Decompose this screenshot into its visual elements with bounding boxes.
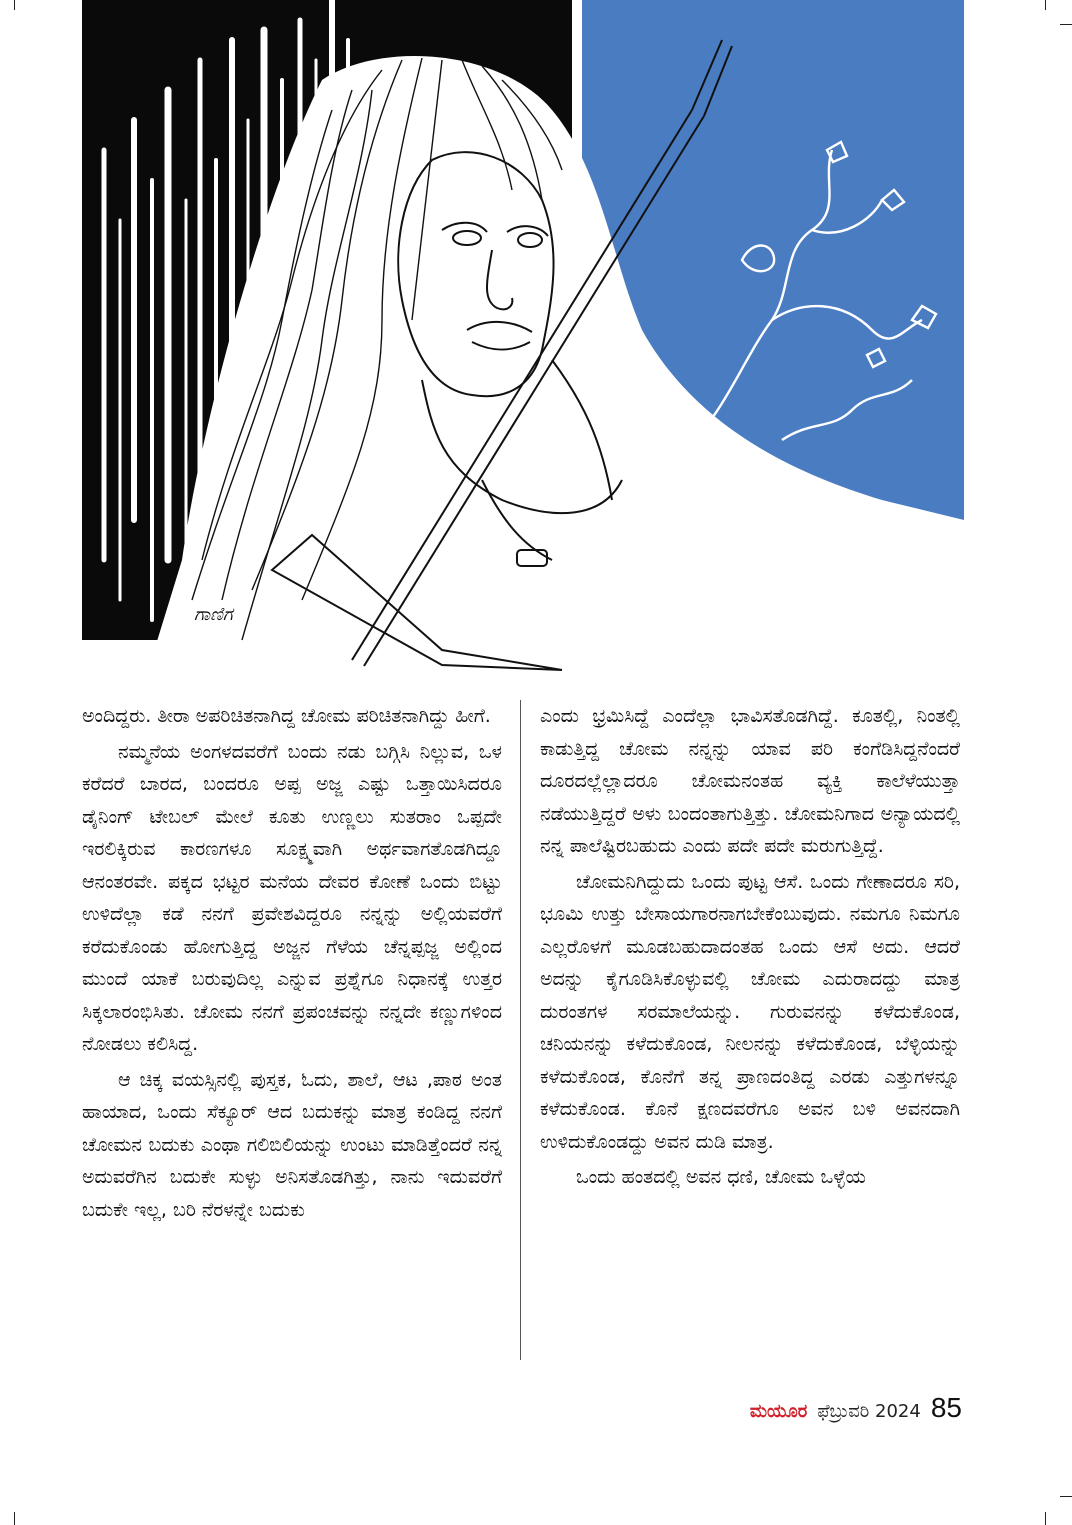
- crop-mark-bottom-right-v: [1045, 1512, 1046, 1525]
- right-column-paragraph: ಒಂದು ಹಂತದಲ್ಲಿ ಅವನ ಧಣಿ, ಚೋಮ ಒಳ್ಳೆಯ: [576, 1166, 866, 1188]
- crop-mark-top-right-v: [1045, 0, 1046, 10]
- crop-mark-top-left: [14, 0, 15, 10]
- left-column-paragraph: ಆ ಚಿಕ್ಕ ವಯಸ್ಸಿನಲ್ಲಿ ಪುಸ್ತಕ, ಓದು, ಶಾಲೆ, ಆಟ ,ಪಾಠ ಅಂತ ಹಾಯಾದ, ಒಂದು ಸೆಕ್ಯೂರ್ ಆದ ಬದುಕನ್ನು ಮಾತ್ರ ಕಂಡಿದ್ದ ನನಗೆ ಚೋಮನ ಬದುಕು ಎಂಥಾ ಗಲಿಬಿಲಿಯನ್ನು ಉಂಟು ಮಾಡಿತ್ತೆಂದರೆ ನನ್ನ ಅದುವರೆಗಿನ ಬದುಕೇ ಸುಳ್ಳು ಅನಿಸತೊಡಗಿತ್ತು, ನಾನು ಇದುವರೆಗೆ ಬದುಕೇ ಇಲ್ಲ, ಬರಿ ನೆರಳನ್ನೇ ಬದುಕು: [82, 1068, 502, 1221]
- issue-date: ಫೆಬ್ರುವರಿ 2024: [817, 1401, 921, 1422]
- page-footer: [750, 1392, 962, 1424]
- crop-mark-bottom-left: [14, 1512, 15, 1525]
- crop-mark-top-right-h: [1060, 24, 1072, 25]
- magazine-name: ಮಯೂರ: [749, 1401, 808, 1422]
- right-column-paragraph: ಚೋಮನಿಗಿದ್ದುದು ಒಂದು ಪುಟ್ಟ ಆಸೆ. ಒಂದು ಗೇಣಾದರೂ ಸರಿ, ಭೂಮಿ ಉತ್ತು ಬೇಸಾಯಗಾರನಾಗಬೇಕೆಂಬುವುದು. ನಮಗೂ ನಿಮಗೂ ಎಲ್ಲರೊಳಗೆ ಮೂಡಬಹುದಾದಂತಹ ಒಂದು ಆಸೆ ಅದು. ಆದರೆ ಅದನ್ನು ಕೈಗೂಡಿಸಿಕೊಳ್ಳುವಲ್ಲಿ ಚೋಮ ಎದುರಾದದ್ದು ಮಾತ್ರ ದುರಂತಗಳ ಸರಮಾಲೆಯನ್ನು. ಗುರುವನನ್ನು ಕಳೆದುಕೊಂಡ, ಚನಿಯನನ್ನು ಕಳೆದುಕೊಂಡ, ನೀಲನನ್ನು ಕಳೆದುಕೊಂಡ, ಬೆಳ್ಳಿಯನ್ನು ಕಳೆದುಕೊಂಡ, ಕೊನೆಗೆ ತನ್ನ ಪ್ರಾಣದಂತಿದ್ದ ಎರಡು ಎತ್ತುಗಳನ್ನೂ ಕಳೆದುಕೊಂಡ. ಕೊನೆ ಕ್ಷಣದವರೆಗೂ ಅವನ ಬಳಿ ಅವನದಾಗಿ ಉಳಿದುಕೊಂಡದ್ದು ಅವನ ದುಡಿ ಮಾತ್ರ.: [540, 870, 960, 1153]
- crop-mark-bottom-right-h: [1060, 1496, 1072, 1497]
- article-column-left: [82, 700, 502, 1229]
- right-column-paragraph: ಎಂದು ಭ್ರಮಿಸಿದ್ದೆ ಎಂದೆಲ್ಲಾ ಭಾವಿಸತೊಡಗಿದ್ದೆ. ಕೂತಲ್ಲಿ, ನಿಂತಲ್ಲಿ ಕಾಡುತ್ತಿದ್ದ ಚೋಮ ನನ್ನನ್ನು ಯಾವ ಪರಿ ಕಂಗೆಡಿಸಿದ್ದನೆಂದರೆ ದೂರದಲ್ಲೆಲ್ಲಾದರೂ ಚೋಮನಂತಹ ವ್ಯಕ್ತಿ ಕಾಲೆಳೆಯುತ್ತಾ ನಡೆಯುತ್ತಿದ್ದರೆ ಅಳು ಬಂದಂತಾಗುತ್ತಿತ್ತು. ಚೋಮನಿಗಾದ ಅನ್ಯಾಯದಲ್ಲಿ ನನ್ನ ಪಾಲೆಷ್ಟಿರಬಹುದು ಎಂದು ಪದೇ ಪದೇ ಮರುಗುತ್ತಿದ್ದೆ.: [540, 705, 960, 857]
- column-divider: [520, 700, 521, 1360]
- left-column-paragraph: ನಮ್ಮನೆಯ ಅಂಗಳದವರೆಗೆ ಬಂದು ನಡು ಬಗ್ಗಿಸಿ ನಿಲ್ಲುವ, ಒಳ ಕರೆದರೆ ಬಾರದ, ಬಂದರೂ ಅಪ್ಪ ಅಜ್ಜ ಎಷ್ಟು ಒತ್ತಾಯಿಸಿದರೂ ಡೈನಿಂಗ್ ಟೇಬಲ್ ಮೇಲೆ ಕೂತು ಉಣ್ಣಲು ಸುತರಾಂ ಒಪ್ಪದೇ ಇರಲಿಕ್ಕಿರುವ ಕಾರಣಗಳೂ ಸೂಕ್ಷ್ಮವಾಗಿ ಅರ್ಥವಾಗತೊಡಗಿದ್ದೂ ಆನಂತರವೇ. ಪಕ್ಕದ ಭಟ್ಟರ ಮನೆಯ ದೇವರ ಕೋಣೆ ಒಂದು ಬಿಟ್ಟು ಉಳಿದೆಲ್ಲಾ ಕಡೆ ನನಗೆ ಪ್ರವೇಶವಿದ್ದರೂ ನನ್ನನ್ನು ಅಲ್ಲಿಯವರೆಗೆ ಕರೆದುಕೊಂಡು ಹೋಗುತ್ತಿದ್ದ ಅಜ್ಜನ ಗೆಳೆಯ ಚೆನ್ನಪ್ಪಜ್ಜ ಅಲ್ಲಿಂದ ಮುಂದೆ ಯಾಕೆ ಬರುವುದಿಲ್ಲ ಎನ್ನುವ ಪ್ರಶ್ನೆಗೂ ನಿಧಾನಕ್ಕೆ ಉತ್ತರ ಸಿಕ್ಕಲಾರಂಭಿಸಿತು. ಚೋಮ ನನಗೆ ಪ್ರಪಂಚವನ್ನು ನನ್ನದೇ ಕಣ್ಣುಗಳಿಂದ ನೋಡಲು ಕಲಿಸಿದ್ದ.: [82, 740, 502, 1055]
- left-column-paragraph: ಅಂದಿದ್ದರು. ತೀರಾ ಅಪರಿಚಿತನಾಗಿದ್ದ ಚೋಮ ಪರಿಚಿತನಾಗಿದ್ದು ಹೀಗೆ.: [82, 705, 491, 727]
- page-number: 85: [930, 1392, 962, 1423]
- artist-signature: ಗಾಣಿಗ: [194, 604, 233, 625]
- article-illustration: [82, 0, 964, 690]
- article-column-right: [540, 700, 960, 1197]
